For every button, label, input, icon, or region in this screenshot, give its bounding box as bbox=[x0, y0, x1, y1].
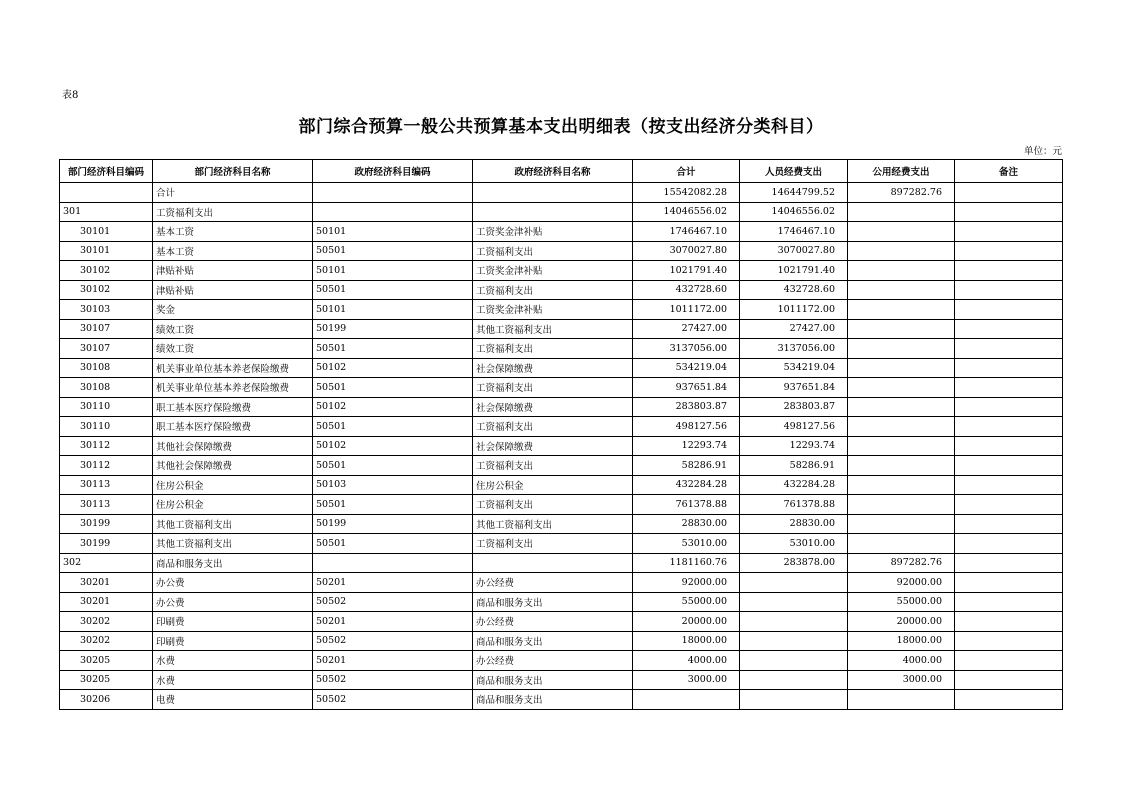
table-row bbox=[60, 690, 1063, 710]
cell-dept-name: 机关事业单位基本养老保险缴费 bbox=[153, 358, 313, 378]
cell-dept-name: 津贴补贴 bbox=[153, 280, 313, 300]
cell-dept-code: 30201 bbox=[60, 592, 153, 612]
cell-gov-code: 50501 bbox=[313, 378, 473, 398]
cell-total: 14046556.02 bbox=[633, 202, 740, 222]
cell-public bbox=[848, 456, 955, 476]
cell-gov-code: 50101 bbox=[313, 300, 473, 320]
table-row bbox=[60, 222, 1063, 242]
table-row bbox=[60, 397, 1063, 417]
cell-gov-code: 50201 bbox=[313, 651, 473, 671]
cell-note bbox=[955, 651, 1063, 671]
cell-note bbox=[955, 397, 1063, 417]
cell-total: 761378.88 bbox=[633, 495, 740, 515]
cell-note bbox=[955, 358, 1063, 378]
cell-total: 20000.00 bbox=[633, 612, 740, 632]
cell-note bbox=[955, 495, 1063, 515]
cell-total: 12293.74 bbox=[633, 436, 740, 456]
cell-gov-name: 工资福利支出 bbox=[473, 339, 633, 359]
cell-public: 4000.00 bbox=[848, 651, 955, 671]
cell-dept-code: 30112 bbox=[60, 456, 153, 476]
unit-label: 单位：元 bbox=[1023, 146, 1062, 157]
header-total: 合计 bbox=[633, 160, 740, 183]
cell-total bbox=[633, 690, 740, 710]
cell-personnel bbox=[740, 670, 848, 690]
cell-personnel: 27427.00 bbox=[740, 319, 848, 339]
cell-dept-name: 其他社会保障缴费 bbox=[153, 436, 313, 456]
header-gov-name: 政府经济科目名称 bbox=[473, 160, 633, 183]
cell-personnel: 498127.56 bbox=[740, 417, 848, 437]
cell-dept-name: 职工基本医疗保险缴费 bbox=[153, 397, 313, 417]
cell-gov-name: 工资奖金津补贴 bbox=[473, 261, 633, 281]
cell-public: 897282.76 bbox=[848, 183, 955, 203]
cell-dept-code: 301 bbox=[60, 202, 153, 222]
cell-personnel: 1021791.40 bbox=[740, 261, 848, 281]
cell-gov-code bbox=[313, 183, 473, 203]
cell-gov-name: 社会保障缴费 bbox=[473, 397, 633, 417]
cell-note bbox=[955, 631, 1063, 651]
table-row bbox=[60, 300, 1063, 320]
cell-dept-code: 30102 bbox=[60, 280, 153, 300]
cell-note bbox=[955, 339, 1063, 359]
cell-dept-name: 印刷费 bbox=[153, 612, 313, 632]
cell-note bbox=[955, 222, 1063, 242]
cell-personnel: 58286.91 bbox=[740, 456, 848, 476]
table-row bbox=[60, 612, 1063, 632]
table-row bbox=[60, 241, 1063, 261]
cell-note bbox=[955, 417, 1063, 437]
cell-note bbox=[955, 456, 1063, 476]
cell-gov-name: 其他工资福利支出 bbox=[473, 514, 633, 534]
cell-personnel: 28830.00 bbox=[740, 514, 848, 534]
cell-dept-code: 30101 bbox=[60, 222, 153, 242]
cell-dept-code: 30107 bbox=[60, 319, 153, 339]
cell-gov-code: 50199 bbox=[313, 319, 473, 339]
cell-public bbox=[848, 417, 955, 437]
cell-personnel: 283878.00 bbox=[740, 553, 848, 573]
cell-note bbox=[955, 319, 1063, 339]
table-row bbox=[60, 651, 1063, 671]
table-row bbox=[60, 495, 1063, 515]
table-row bbox=[60, 553, 1063, 573]
cell-dept-name: 其他工资福利支出 bbox=[153, 514, 313, 534]
cell-public bbox=[848, 280, 955, 300]
cell-dept-code: 30206 bbox=[60, 690, 153, 710]
cell-gov-code: 50501 bbox=[313, 534, 473, 554]
cell-gov-name: 商品和服务支出 bbox=[473, 670, 633, 690]
cell-dept-code: 30202 bbox=[60, 631, 153, 651]
cell-dept-code: 30112 bbox=[60, 436, 153, 456]
cell-note bbox=[955, 690, 1063, 710]
cell-personnel bbox=[740, 612, 848, 632]
cell-note bbox=[955, 280, 1063, 300]
cell-dept-name: 其他社会保障缴费 bbox=[153, 456, 313, 476]
cell-dept-code: 30201 bbox=[60, 573, 153, 593]
cell-dept-name: 电费 bbox=[153, 690, 313, 710]
cell-note bbox=[955, 475, 1063, 495]
cell-note bbox=[955, 534, 1063, 554]
cell-dept-name: 办公费 bbox=[153, 573, 313, 593]
cell-note bbox=[955, 261, 1063, 281]
cell-gov-code: 50502 bbox=[313, 631, 473, 651]
cell-note bbox=[955, 300, 1063, 320]
table-row bbox=[60, 631, 1063, 651]
cell-gov-code: 50502 bbox=[313, 592, 473, 612]
cell-dept-name: 办公费 bbox=[153, 592, 313, 612]
cell-public: 18000.00 bbox=[848, 631, 955, 651]
cell-dept-name: 水费 bbox=[153, 651, 313, 671]
cell-gov-name: 商品和服务支出 bbox=[473, 592, 633, 612]
cell-dept-code: 30110 bbox=[60, 417, 153, 437]
cell-gov-name: 工资福利支出 bbox=[473, 534, 633, 554]
cell-gov-name bbox=[473, 183, 633, 203]
cell-personnel: 53010.00 bbox=[740, 534, 848, 554]
cell-gov-code: 50199 bbox=[313, 514, 473, 534]
expenditure-table bbox=[59, 159, 1063, 710]
cell-total: 1181160.76 bbox=[633, 553, 740, 573]
cell-gov-name: 办公经费 bbox=[473, 651, 633, 671]
cell-gov-name: 办公经费 bbox=[473, 612, 633, 632]
cell-gov-code bbox=[313, 553, 473, 573]
cell-public bbox=[848, 495, 955, 515]
cell-gov-name: 工资福利支出 bbox=[473, 280, 633, 300]
cell-note bbox=[955, 183, 1063, 203]
cell-dept-name: 住房公积金 bbox=[153, 475, 313, 495]
table-row bbox=[60, 280, 1063, 300]
cell-total: 28830.00 bbox=[633, 514, 740, 534]
table-row bbox=[60, 378, 1063, 398]
table-row bbox=[60, 592, 1063, 612]
cell-total: 3137056.00 bbox=[633, 339, 740, 359]
cell-public bbox=[848, 534, 955, 554]
cell-gov-name bbox=[473, 202, 633, 222]
cell-gov-name: 办公经费 bbox=[473, 573, 633, 593]
cell-note bbox=[955, 670, 1063, 690]
cell-dept-name: 机关事业单位基本养老保险缴费 bbox=[153, 378, 313, 398]
cell-dept-code: 30113 bbox=[60, 475, 153, 495]
page-title: 部门综合预算一般公共预算基本支出明细表（按支出经济分类科目） bbox=[298, 117, 824, 137]
table-row bbox=[60, 358, 1063, 378]
table-row bbox=[60, 202, 1063, 222]
cell-note bbox=[955, 436, 1063, 456]
cell-gov-name: 工资福利支出 bbox=[473, 456, 633, 476]
cell-total: 92000.00 bbox=[633, 573, 740, 593]
cell-public bbox=[848, 690, 955, 710]
table-row bbox=[60, 456, 1063, 476]
cell-gov-name: 工资福利支出 bbox=[473, 495, 633, 515]
cell-dept-name: 绩效工资 bbox=[153, 339, 313, 359]
cell-dept-name: 基本工资 bbox=[153, 222, 313, 242]
cell-personnel: 1746467.10 bbox=[740, 222, 848, 242]
cell-gov-code: 50102 bbox=[313, 358, 473, 378]
cell-public: 20000.00 bbox=[848, 612, 955, 632]
cell-gov-code: 50101 bbox=[313, 222, 473, 242]
cell-dept-name: 工资福利支出 bbox=[153, 202, 313, 222]
header-public: 公用经费支出 bbox=[848, 160, 955, 183]
cell-dept-name: 职工基本医疗保险缴费 bbox=[153, 417, 313, 437]
cell-total: 53010.00 bbox=[633, 534, 740, 554]
cell-total: 534219.04 bbox=[633, 358, 740, 378]
sheet-label: 表8 bbox=[62, 90, 79, 101]
header-gov-code: 政府经济科目编码 bbox=[313, 160, 473, 183]
cell-dept-code: 30101 bbox=[60, 241, 153, 261]
cell-dept-code: 30108 bbox=[60, 358, 153, 378]
table-row bbox=[60, 261, 1063, 281]
cell-note bbox=[955, 553, 1063, 573]
cell-dept-name: 其他工资福利支出 bbox=[153, 534, 313, 554]
cell-gov-code: 50501 bbox=[313, 495, 473, 515]
cell-dept-code: 30113 bbox=[60, 495, 153, 515]
cell-personnel bbox=[740, 690, 848, 710]
cell-dept-code: 30107 bbox=[60, 339, 153, 359]
cell-dept-code: 30108 bbox=[60, 378, 153, 398]
table-row bbox=[60, 670, 1063, 690]
cell-total: 432284.28 bbox=[633, 475, 740, 495]
header-personnel: 人员经费支出 bbox=[740, 160, 848, 183]
cell-gov-name: 住房公积金 bbox=[473, 475, 633, 495]
cell-gov-name: 社会保障缴费 bbox=[473, 436, 633, 456]
cell-note bbox=[955, 514, 1063, 534]
cell-public bbox=[848, 300, 955, 320]
cell-note bbox=[955, 202, 1063, 222]
cell-personnel bbox=[740, 573, 848, 593]
cell-personnel: 283803.87 bbox=[740, 397, 848, 417]
header-dept-name: 部门经济科目名称 bbox=[153, 160, 313, 183]
cell-public: 55000.00 bbox=[848, 592, 955, 612]
cell-dept-name: 商品和服务支出 bbox=[153, 553, 313, 573]
table-row bbox=[60, 534, 1063, 554]
cell-public bbox=[848, 241, 955, 261]
cell-gov-code: 50102 bbox=[313, 436, 473, 456]
cell-dept-code: 30199 bbox=[60, 514, 153, 534]
cell-dept-code: 30205 bbox=[60, 651, 153, 671]
cell-dept-code: 30199 bbox=[60, 534, 153, 554]
cell-public bbox=[848, 475, 955, 495]
table-row bbox=[60, 475, 1063, 495]
cell-public bbox=[848, 378, 955, 398]
cell-dept-name: 奖金 bbox=[153, 300, 313, 320]
cell-total: 1746467.10 bbox=[633, 222, 740, 242]
cell-gov-code: 50502 bbox=[313, 690, 473, 710]
cell-total: 3000.00 bbox=[633, 670, 740, 690]
cell-personnel: 1011172.00 bbox=[740, 300, 848, 320]
cell-gov-name: 工资奖金津补贴 bbox=[473, 222, 633, 242]
cell-gov-name: 工资福利支出 bbox=[473, 378, 633, 398]
cell-dept-name: 绩效工资 bbox=[153, 319, 313, 339]
cell-gov-name bbox=[473, 553, 633, 573]
cell-gov-code: 50101 bbox=[313, 261, 473, 281]
cell-total: 18000.00 bbox=[633, 631, 740, 651]
cell-personnel: 3137056.00 bbox=[740, 339, 848, 359]
cell-gov-code: 50201 bbox=[313, 573, 473, 593]
cell-total: 283803.87 bbox=[633, 397, 740, 417]
cell-personnel: 14046556.02 bbox=[740, 202, 848, 222]
cell-dept-name: 基本工资 bbox=[153, 241, 313, 261]
cell-gov-code: 50501 bbox=[313, 241, 473, 261]
cell-public: 3000.00 bbox=[848, 670, 955, 690]
header-dept-code: 部门经济科目编码 bbox=[60, 160, 153, 183]
cell-total: 27427.00 bbox=[633, 319, 740, 339]
cell-total: 55000.00 bbox=[633, 592, 740, 612]
cell-personnel: 12293.74 bbox=[740, 436, 848, 456]
cell-public: 92000.00 bbox=[848, 573, 955, 593]
cell-gov-name: 其他工资福利支出 bbox=[473, 319, 633, 339]
table-row bbox=[60, 417, 1063, 437]
cell-total: 4000.00 bbox=[633, 651, 740, 671]
cell-gov-code: 50103 bbox=[313, 475, 473, 495]
cell-personnel bbox=[740, 592, 848, 612]
cell-dept-code: 30205 bbox=[60, 670, 153, 690]
cell-personnel: 432728.60 bbox=[740, 280, 848, 300]
cell-public bbox=[848, 202, 955, 222]
cell-personnel: 937651.84 bbox=[740, 378, 848, 398]
cell-note bbox=[955, 612, 1063, 632]
cell-total: 1011172.00 bbox=[633, 300, 740, 320]
cell-note bbox=[955, 241, 1063, 261]
cell-dept-code bbox=[60, 183, 153, 203]
cell-gov-code: 50501 bbox=[313, 339, 473, 359]
cell-gov-code bbox=[313, 202, 473, 222]
cell-dept-code: 30202 bbox=[60, 612, 153, 632]
cell-total: 3070027.80 bbox=[633, 241, 740, 261]
cell-public bbox=[848, 436, 955, 456]
cell-gov-name: 商品和服务支出 bbox=[473, 690, 633, 710]
cell-public bbox=[848, 339, 955, 359]
cell-gov-code: 50501 bbox=[313, 456, 473, 476]
cell-personnel bbox=[740, 651, 848, 671]
cell-public bbox=[848, 319, 955, 339]
table-row bbox=[60, 319, 1063, 339]
cell-public bbox=[848, 397, 955, 417]
cell-total: 58286.91 bbox=[633, 456, 740, 476]
table-row bbox=[60, 436, 1063, 456]
cell-gov-name: 工资福利支出 bbox=[473, 241, 633, 261]
cell-public bbox=[848, 222, 955, 242]
table-row bbox=[60, 183, 1063, 203]
cell-dept-name: 水费 bbox=[153, 670, 313, 690]
table-row bbox=[60, 573, 1063, 593]
table-row bbox=[60, 514, 1063, 534]
cell-dept-code: 30102 bbox=[60, 261, 153, 281]
cell-personnel: 534219.04 bbox=[740, 358, 848, 378]
cell-dept-name: 合计 bbox=[153, 183, 313, 203]
cell-note bbox=[955, 378, 1063, 398]
cell-dept-code: 30103 bbox=[60, 300, 153, 320]
cell-public bbox=[848, 514, 955, 534]
cell-gov-name: 工资奖金津补贴 bbox=[473, 300, 633, 320]
cell-note bbox=[955, 592, 1063, 612]
cell-public: 897282.76 bbox=[848, 553, 955, 573]
cell-public bbox=[848, 358, 955, 378]
cell-total: 937651.84 bbox=[633, 378, 740, 398]
cell-dept-code: 302 bbox=[60, 553, 153, 573]
cell-gov-code: 50502 bbox=[313, 670, 473, 690]
header-row bbox=[60, 160, 1063, 183]
cell-gov-code: 50501 bbox=[313, 417, 473, 437]
cell-personnel: 761378.88 bbox=[740, 495, 848, 515]
cell-gov-name: 商品和服务支出 bbox=[473, 631, 633, 651]
cell-gov-name: 工资福利支出 bbox=[473, 417, 633, 437]
cell-dept-code: 30110 bbox=[60, 397, 153, 417]
cell-gov-name: 社会保障缴费 bbox=[473, 358, 633, 378]
cell-gov-code: 50501 bbox=[313, 280, 473, 300]
table-body bbox=[60, 183, 1063, 710]
cell-dept-name: 住房公积金 bbox=[153, 495, 313, 515]
cell-personnel: 432284.28 bbox=[740, 475, 848, 495]
cell-note bbox=[955, 573, 1063, 593]
cell-dept-name: 津贴补贴 bbox=[153, 261, 313, 281]
cell-gov-code: 50201 bbox=[313, 612, 473, 632]
cell-personnel: 3070027.80 bbox=[740, 241, 848, 261]
cell-dept-name: 印刷费 bbox=[153, 631, 313, 651]
cell-total: 498127.56 bbox=[633, 417, 740, 437]
cell-public bbox=[848, 261, 955, 281]
table-row bbox=[60, 339, 1063, 359]
cell-personnel bbox=[740, 631, 848, 651]
cell-total: 1021791.40 bbox=[633, 261, 740, 281]
cell-gov-code: 50102 bbox=[313, 397, 473, 417]
cell-total: 432728.60 bbox=[633, 280, 740, 300]
cell-total: 15542082.28 bbox=[633, 183, 740, 203]
header-note: 备注 bbox=[955, 160, 1063, 183]
cell-personnel: 14644799.52 bbox=[740, 183, 848, 203]
